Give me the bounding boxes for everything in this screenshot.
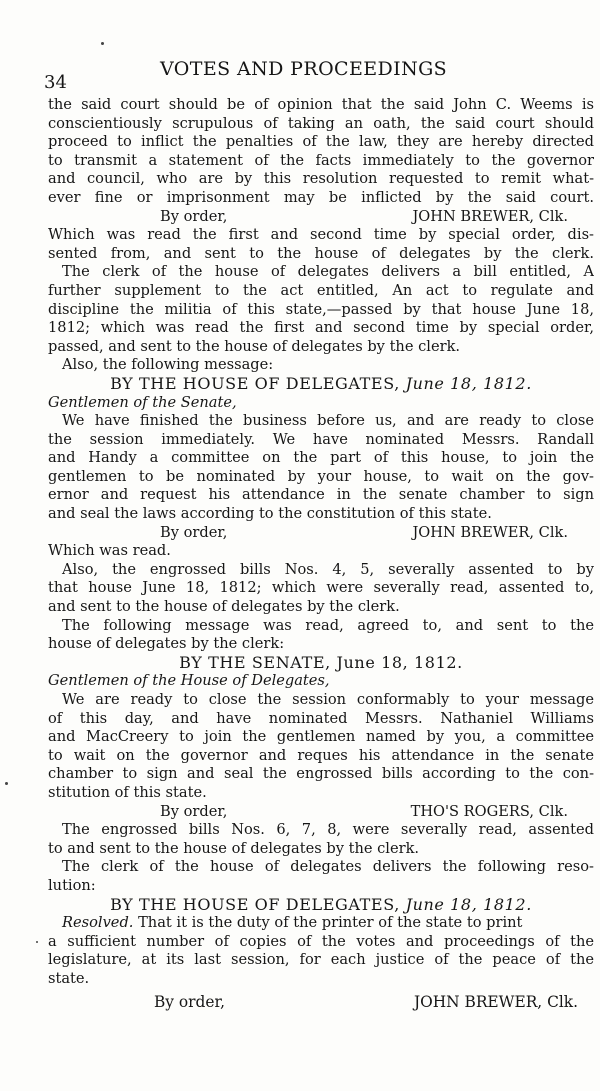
resolved-label: Resolved. [62, 914, 134, 932]
text-line: Also, the following message: [62, 356, 274, 374]
text-line: ernor and request his attendance in the senate chamber to sign [48, 486, 594, 504]
text-line: and council, who are by this resolution requested to remit what- [48, 170, 594, 188]
clerk-name: JOHN BREWER, Clk. [412, 523, 568, 541]
text-line: further supplement to the act entitled, An act to regulate and [48, 281, 594, 299]
by-order: By order, [160, 523, 228, 541]
heading-date: June 18, 1812. [405, 895, 532, 914]
text-line: legislature, at its last session, for each justice of the peace of the [48, 951, 594, 969]
page-number: 34 [44, 72, 67, 93]
section-heading [48, 375, 594, 394]
text-line: The engrossed bills Nos. 6, 7, 8, were severally read, assented [62, 821, 594, 839]
heading-text: BY THE HOUSE OF DELEGATES, [110, 895, 400, 914]
running-head: VOTES AND PROCEEDINGS [160, 58, 448, 80]
body-text [48, 96, 594, 1011]
text-line: and seal the laws according to the constitution of this state. [48, 505, 492, 523]
text-line: Also, the engrossed bills Nos. 4, 5, severally assented to by [62, 560, 594, 578]
by-order: By order, [154, 992, 226, 1011]
resolution-text: That it is the duty of the printer of the state to print [138, 914, 523, 932]
text-line: and Handy a committee on the part of this house, to join the [48, 449, 594, 467]
resolution-line [48, 914, 594, 933]
text-line: house of delegates by the clerk: [48, 635, 285, 653]
text-line: proceed to inflict the penalties of the law, they are hereby directed [48, 133, 594, 151]
text-line: passed, and sent to the house of delegates by the clerk. [48, 337, 461, 355]
text-line: conscientiously scrupulous of taking an oath, the said court should [48, 114, 594, 132]
clerk-name: JOHN BREWER, Clk. [413, 992, 578, 1011]
section-heading [48, 896, 594, 915]
text-line: and sent to the house of delegates by the clerk. [48, 598, 400, 616]
text-line: of this day, and have nominated Messrs. Nathaniel Williams [48, 709, 594, 727]
text-line: ever fine or imprisonment may be inflicted by the said court. [48, 188, 594, 206]
text-line: discipline the militia of this state,—passed by that house June 18, [48, 300, 594, 318]
by-order: By order, [160, 207, 228, 225]
text-line: Which was read. [48, 542, 171, 560]
text-line: lution: [48, 876, 96, 894]
text-line: to wait on the governor and reques his attendance in the senate [48, 746, 594, 764]
print-speck [101, 42, 104, 45]
signature-line [48, 524, 594, 543]
text-line: 1812; which was read the first and second time by special order, [48, 319, 594, 337]
text-line: the session immediately. We have nominated Messrs. Randall [48, 430, 594, 448]
text-line: and MacCreery to join the gentlemen named by you, a committee [48, 728, 594, 746]
text-line: sented from, and sent to the house of delegates by the clerk. [48, 244, 594, 262]
signature-line [48, 803, 594, 822]
text-line: gentlemen to be nominated by your house, to wait on the gov- [48, 467, 594, 485]
heading-text: BY THE HOUSE OF DELEGATES, [110, 374, 400, 393]
text-line: to transmit a statement of the facts immediately to the governor [48, 151, 594, 169]
print-speck [36, 941, 38, 943]
text-line: to and sent to the house of delegates by the clerk. [48, 839, 420, 857]
text-line: a sufficient number of copies of the votes and proceedings of the [48, 932, 594, 950]
text-line: chamber to sign and seal the engrossed bills according to the con- [48, 765, 594, 783]
text-line: The clerk of the house of delegates delivers a bill entitled, A [62, 263, 594, 281]
text-line: the said court should be of opinion that the said John C. Weems is [48, 96, 594, 113]
by-order: By order, [160, 802, 228, 820]
text-line: We are ready to close the session conformably to your message [62, 691, 594, 708]
clerk-name: JOHN BREWER, Clk. [412, 207, 568, 225]
text-line: Which was read the first and second time by special order, dis- [48, 226, 594, 244]
signature-line [48, 993, 594, 1012]
text-line: The following message was read, agreed to, and sent to the [62, 616, 594, 634]
salutation: Gentlemen of the House of Delegates, [48, 672, 330, 690]
signature-line [48, 208, 594, 227]
print-speck [5, 782, 8, 785]
text-line: We have finished the business before us, and are ready to close [62, 412, 594, 430]
section-heading: BY THE SENATE, June 18, 1812. [179, 653, 463, 672]
text-line: that house June 18, 1812; which were severally read, assented to, [48, 579, 594, 597]
text-line: The clerk of the house of delegates delivers the following reso- [62, 858, 594, 876]
text-line: state. [48, 969, 90, 987]
salutation: Gentlemen of the Senate, [48, 393, 237, 411]
heading-date: June 18, 1812. [405, 374, 532, 393]
text-line: stitution of this state. [48, 783, 207, 801]
clerk-name: THO'S ROGERS, Clk. [410, 802, 568, 820]
page-header [0, 58, 600, 93]
